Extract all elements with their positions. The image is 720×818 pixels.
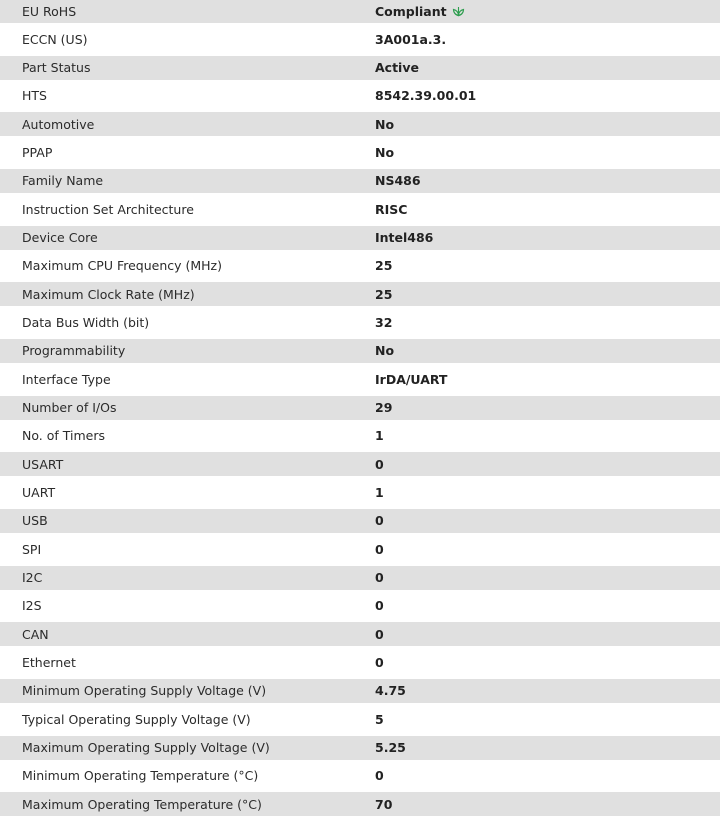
spec-row-usart	[0, 452, 720, 476]
spec-row-device-core	[0, 226, 720, 250]
spec-value: Intel486	[375, 230, 434, 246]
spec-row-max-clock-rate	[0, 282, 720, 306]
spec-value: IrDA/UART	[375, 371, 448, 387]
spec-label: USB	[22, 513, 48, 529]
spec-label: I2C	[22, 570, 43, 586]
spec-row-max-supply-voltage	[0, 736, 720, 760]
spec-value: 1	[375, 485, 384, 501]
spec-value: 8542.39.00.01	[375, 88, 477, 104]
spec-value: 32	[375, 315, 393, 331]
spec-value: 5	[375, 711, 384, 727]
spec-value: No	[375, 343, 395, 359]
spec-row-data-bus-width	[0, 311, 720, 335]
spec-value: 5.25	[375, 740, 406, 756]
spec-label: Interface Type	[22, 371, 111, 387]
spec-value: 1	[375, 428, 384, 444]
spec-value: 0	[375, 598, 384, 614]
spec-value: No	[375, 116, 395, 132]
spec-label: I2S	[22, 598, 42, 614]
spec-value: 0	[375, 541, 384, 557]
spec-row-i2s	[0, 594, 720, 618]
spec-value: 0	[375, 570, 384, 586]
spec-label: Device Core	[22, 230, 98, 246]
spec-value: Active	[375, 60, 419, 76]
spec-row-ethernet	[0, 651, 720, 675]
spec-value: RISC	[375, 201, 408, 217]
spec-value: 0	[375, 626, 384, 642]
spec-value: 0	[375, 456, 384, 472]
spec-label: SPI	[22, 541, 42, 557]
spec-value: 0	[375, 655, 384, 671]
spec-row-automotive	[0, 112, 720, 136]
spec-label: Typical Operating Supply Voltage (V)	[22, 711, 251, 727]
spec-value: 0	[375, 513, 384, 529]
spec-row-max-cpu-frequency	[0, 254, 720, 278]
spec-row-hts	[0, 84, 720, 108]
spec-label: Minimum Operating Temperature (°C)	[22, 768, 259, 784]
spec-row-spi	[0, 537, 720, 561]
spec-value: 29	[375, 400, 393, 416]
spec-row-min-supply-voltage	[0, 679, 720, 703]
spec-label: Ethernet	[22, 655, 76, 671]
spec-row-can	[0, 622, 720, 646]
spec-value: 0	[375, 768, 384, 784]
spec-label: CAN	[22, 626, 49, 642]
spec-label: Data Bus Width (bit)	[22, 315, 150, 331]
spec-label: Part Status	[22, 60, 91, 76]
spec-row-typ-supply-voltage	[0, 707, 720, 731]
spec-value: 3A001a.3.	[375, 31, 447, 47]
spec-row-min-temperature	[0, 764, 720, 788]
spec-label: Maximum CPU Frequency (MHz)	[22, 258, 222, 274]
spec-row-isa	[0, 197, 720, 221]
spec-value: 4.75	[375, 683, 406, 699]
spec-row-usb	[0, 509, 720, 533]
spec-value: NS486	[375, 173, 421, 189]
spec-row-max-temperature	[0, 792, 720, 816]
spec-row-programmability	[0, 339, 720, 363]
spec-value: 25	[375, 258, 393, 274]
spec-row-part-status	[0, 56, 720, 80]
spec-value: 70	[375, 796, 393, 812]
spec-row-uart	[0, 481, 720, 505]
spec-row-interface-type	[0, 367, 720, 391]
spec-row-eccn	[0, 27, 720, 51]
spec-value: 25	[375, 286, 393, 302]
spec-row-ppap	[0, 141, 720, 165]
spec-row-timers	[0, 424, 720, 448]
spec-label: No. of Timers	[22, 428, 105, 444]
spec-value-text: Compliant	[375, 3, 447, 19]
spec-label: Automotive	[22, 116, 95, 132]
spec-value: No	[375, 145, 395, 161]
spec-row-i2c	[0, 566, 720, 590]
spec-label: Number of I/Os	[22, 400, 117, 416]
spec-label: USART	[22, 456, 64, 472]
spec-label: UART	[22, 485, 56, 501]
spec-label: Family Name	[22, 173, 104, 189]
spec-label: EU RoHS	[22, 3, 77, 19]
spec-value	[375, 4, 465, 19]
spec-label: PPAP	[22, 145, 53, 161]
spec-label: Programmability	[22, 343, 126, 359]
spec-label: HTS	[22, 88, 47, 104]
spec-label: Minimum Operating Supply Voltage (V)	[22, 683, 267, 699]
leaf-icon	[452, 5, 465, 17]
spec-label: Maximum Operating Temperature (°C)	[22, 796, 262, 812]
spec-label: Maximum Operating Supply Voltage (V)	[22, 740, 270, 756]
spec-label: Instruction Set Architecture	[22, 201, 194, 217]
spec-row-eu-rohs	[0, 0, 720, 23]
spec-label: Maximum Clock Rate (MHz)	[22, 286, 195, 302]
spec-row-number-of-ios	[0, 396, 720, 420]
spec-row-family-name	[0, 169, 720, 193]
spec-label: ECCN (US)	[22, 31, 88, 47]
